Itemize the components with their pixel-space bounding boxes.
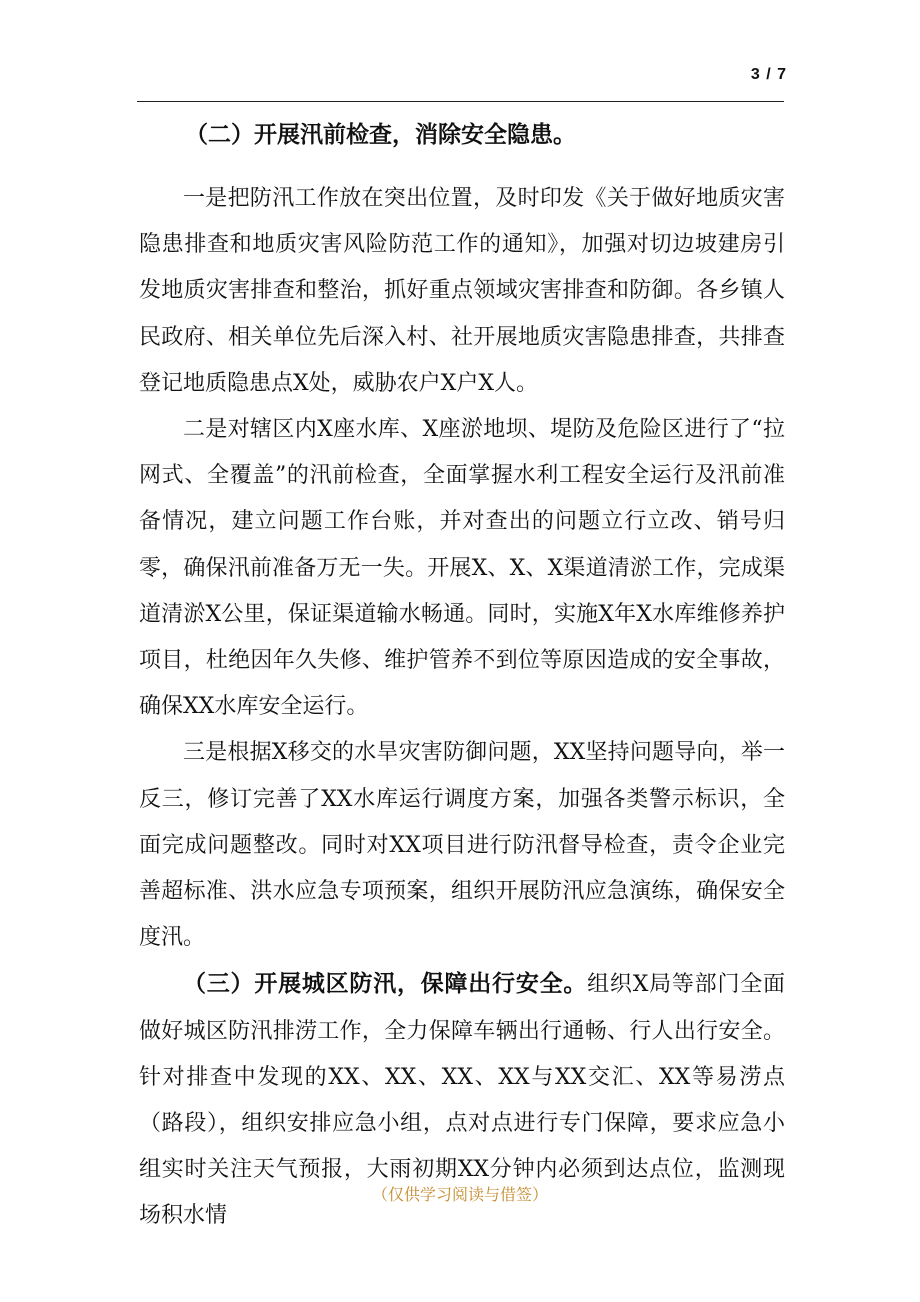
header-rule [137, 101, 784, 102]
document-body [139, 112, 785, 1240]
page-number: 3 / 7 [750, 66, 787, 83]
footer-note: （仅供学习阅读与借签） [371, 1185, 548, 1204]
paragraph-4-text: 组织X局等部门全面做好城区防汛排涝工作，全力保障车辆出行通畅、行人出行安全。针对排查中发现的XX、XX、XX、XX与XX交汇、XX等易涝点（路段），组织安排应急小组，点对点进行专门保障，要求应急小组实时关注天气预报，大雨初期XX分钟内必须到达点位，监测现场积水情 [139, 972, 786, 1229]
section-heading-3: （三）开展城区防汛，保障出行安全。 [183, 970, 588, 998]
paragraph-2: 二是对辖区内X座水库、X座淤地坝、堤防及危险区进行了“拉网式、全覆盖”的汛前检查，全面掌握水利工程安全运行及汛前准备情况，建立问题工作台账，并对查出的问题立行立改、销号归零，确保汛前准备万无一失。开展X、X、X渠道清淤工作，完成渠道清淤X公里，保证渠道输水畅通。同时，实施X年X水库维修养护项目，杜绝因年久失修、维护管养不到位等原因造成的安全事故，确保XX水库安全运行。 [139, 417, 785, 720]
paragraph-3: 三是根据X移交的水旱灾害防御问题，XX坚持问题导向，举一反三，修订完善了XX水库运行调度方案，加强各类警示标识，全面完成问题整改。同时对XX项目进行防汛督导检查，责令企业完善超标准、洪水应急专项预案，组织开展防汛应急演练，确保安全度汛。 [139, 740, 785, 951]
section-heading-2: （二）开展汛前检查，消除安全隐患。 [185, 121, 576, 148]
paragraph-1: 一是把防汛工作放在突出位置，及时印发《关于做好地质灾害隐患排查和地质灾害风险防范工作的通知》，加强对切边坡建房引发地质灾害排查和整治，抓好重点领域灾害排查和防御。各乡镇人民政府、相关单位先后深入村、社开展地质灾害隐患排查，共排查登记地质隐患点X处，威胁农户X户X人。 [139, 186, 785, 396]
